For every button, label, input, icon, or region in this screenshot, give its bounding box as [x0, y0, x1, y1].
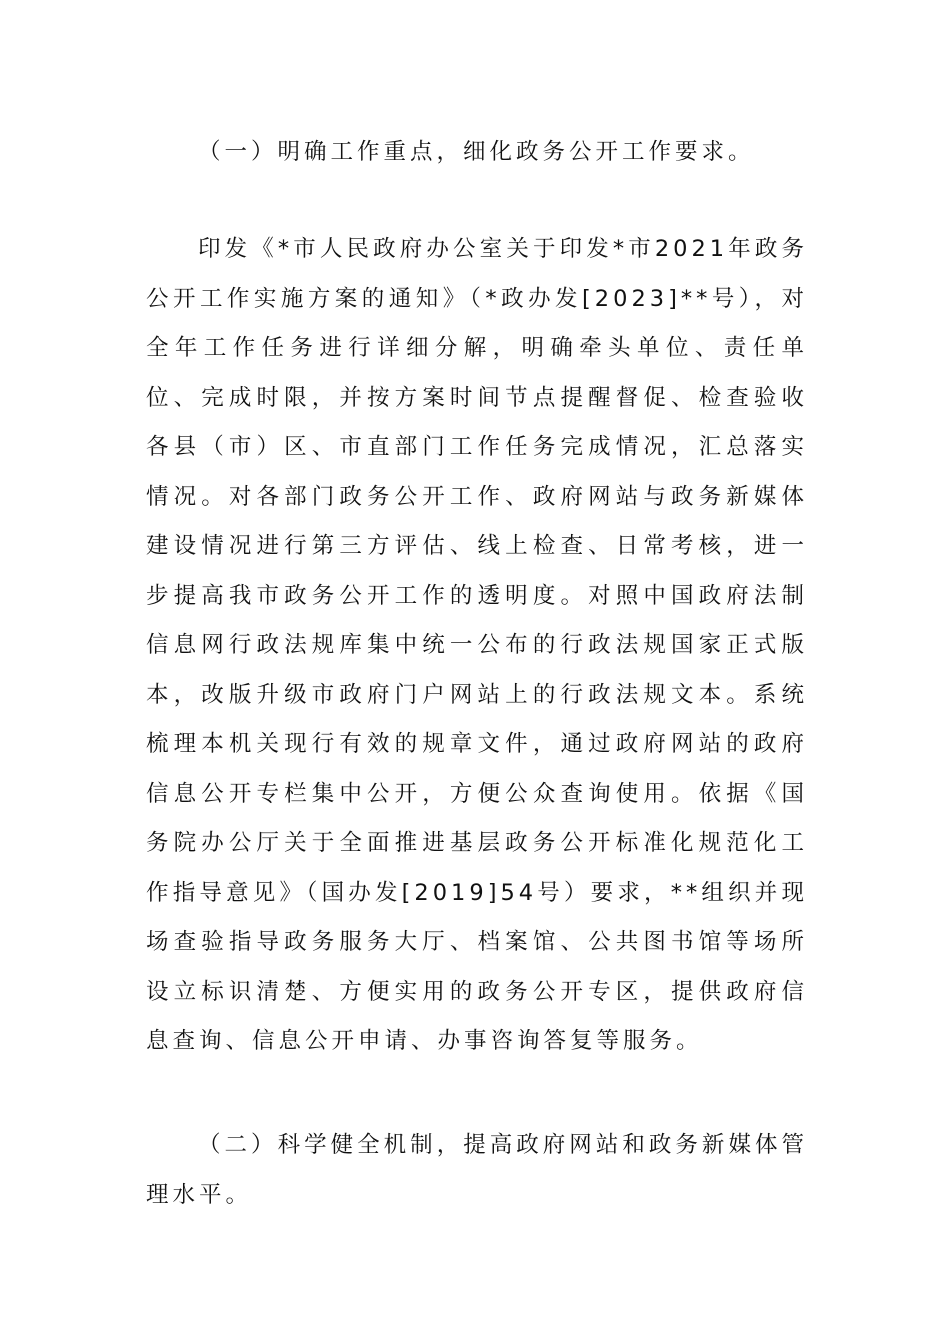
body-paragraph-1: 印发《*市人民政府办公室关于印发*市2021年政务公开工作实施方案的通知》（*政办发[2023]**号），对全年工作任务进行详细分解，明确牵头单位、责任单位、完成时限，并按方案时间节点提醒督促、检查验收各县（市）区、市直部门工作任务完成情况，汇总落实情况。对各部门政务公开工作、政府网站与政务新媒体建设情况进行第三方评估、线上检查、日常考核，进一步提高我市政务公开工作的透明度。对照中国政府法制信息网行政法规库集中统一公布的行政法规国家正式版本，改版升级市政府门户网站上的行政法规文本。系统梳理本机关现行有效的规章文件，通过政府网站的政府信息公开专栏集中公开，方便公众查询使用。依据《国务院办公厅关于全面推进基层政务公开标准化规范化工作指导意见》（国办发[2019]54号）要求，**组织并现场查验指导政务服务大厅、档案馆、公共图书馆等场所设立标识清楚、方便实用的政务公开专区，提供政府信息查询、信息公开申请、办事咨询答复等服务。: [146, 236, 808, 1054]
section-heading-2: （二）科学健全机制，提高政府网站和政务新媒体管理水平。: [146, 1132, 808, 1208]
section-heading-1: （一）明确工作重点，细化政务公开工作要求。: [198, 139, 755, 165]
